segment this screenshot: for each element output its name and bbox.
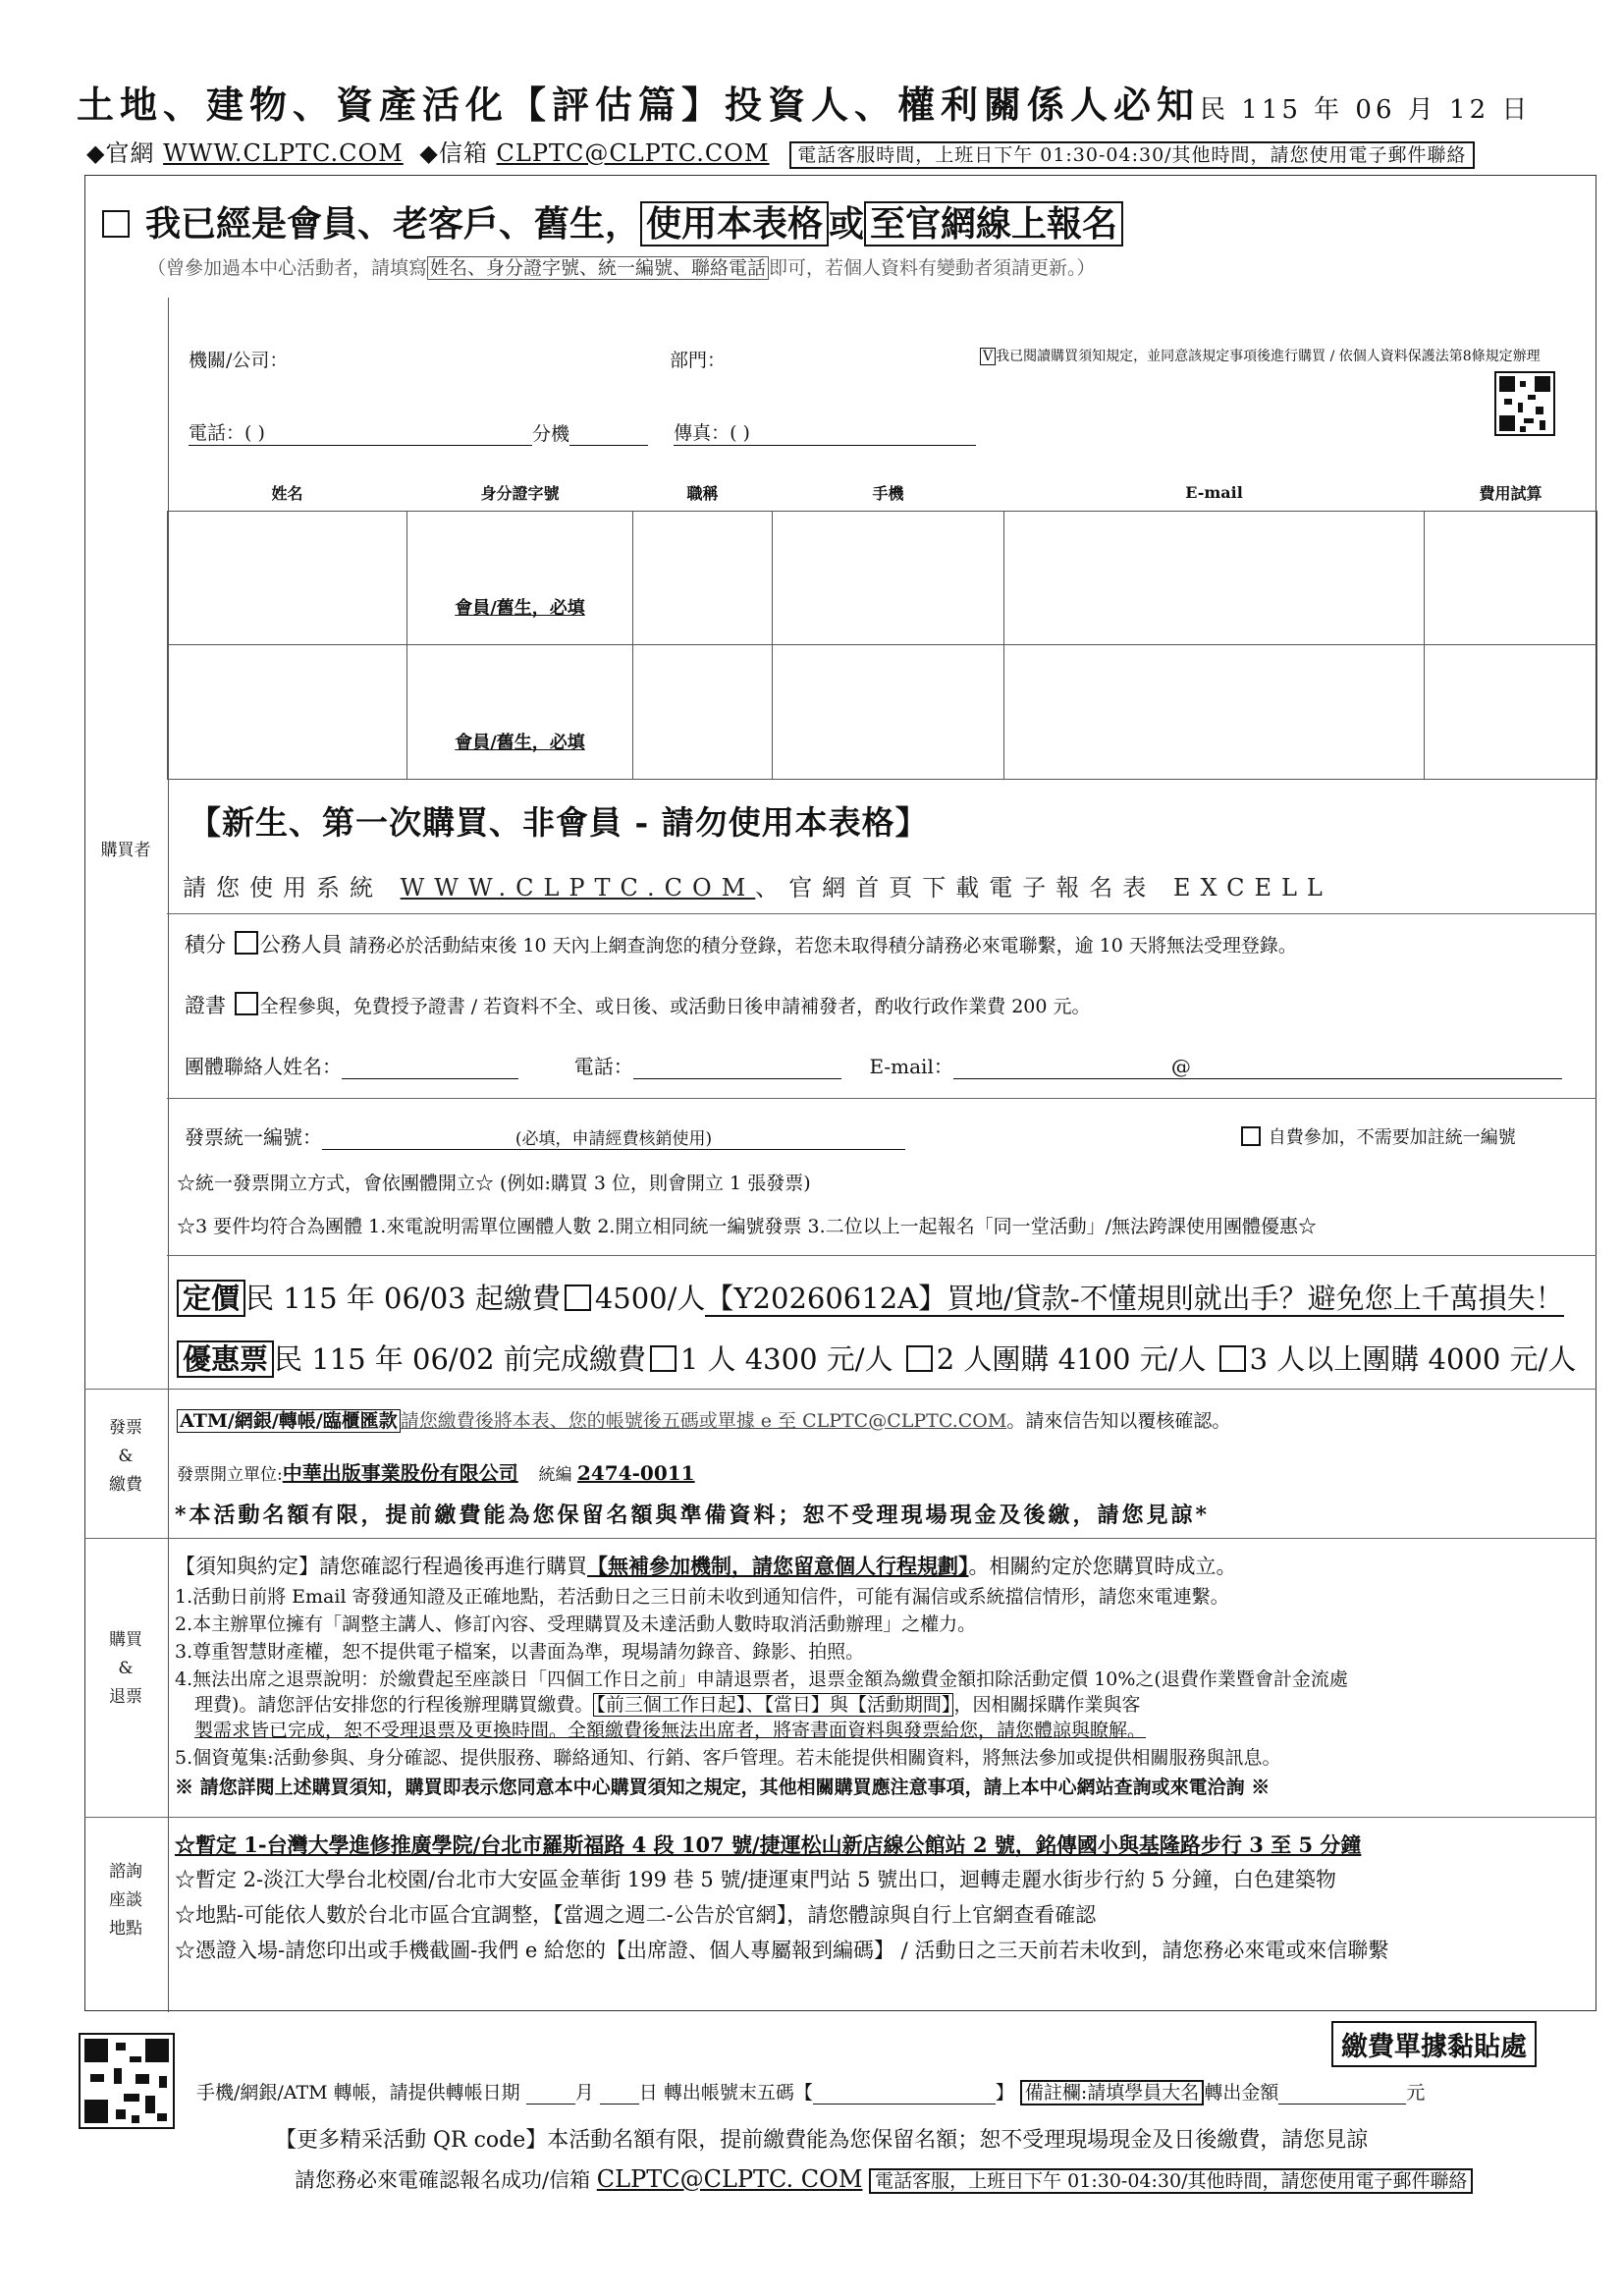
id-cell[interactable] bbox=[407, 645, 633, 780]
phone-field[interactable] bbox=[189, 418, 532, 446]
account-label: 轉出帳號末五碼【 bbox=[663, 2082, 813, 2104]
table-row bbox=[168, 511, 1597, 645]
email-at: @ bbox=[1170, 1055, 1191, 1078]
promo-opt3: 3 人以上團購 4000 元/人 bbox=[1249, 1342, 1577, 1376]
location-4: ☆憑證入場-請您印出或手機截圖-我們 e 給您的【出席證、個人專屬報到編碼】 / 活動日之三天前若未收到，請您務必來電或來信聯繫 bbox=[175, 1939, 1389, 1962]
notice-4e bbox=[194, 1719, 1146, 1743]
issuer-name: 中華出版事業股份有限公司 bbox=[282, 1461, 518, 1485]
transfer-day-field[interactable] bbox=[600, 2104, 639, 2105]
confirm-line bbox=[295, 2164, 1473, 2194]
transfer-date-label: 手機/網銀/ATM 轉帳，請提供轉帳日期 bbox=[196, 2082, 520, 2104]
payment-line bbox=[177, 1406, 1230, 1433]
more-events: 【更多精采活動 QR code】本活動名額有限，提前繳費能為您保留名額；恕不受理現場現金及日後繳費，請您見諒 bbox=[275, 2128, 1369, 2153]
table-row bbox=[168, 645, 1597, 780]
phone-row bbox=[189, 418, 976, 446]
amount-label: 轉出金額 bbox=[1204, 2082, 1279, 2104]
notice-3: 3.尊重智慧財產權，恕不提供電子檔案，以書面為準，現場請勿錄音、錄影、拍照。 bbox=[175, 1641, 865, 1663]
col-name: 姓名 bbox=[168, 475, 407, 511]
payment-limit: *本活動名額有限，提前繳費能為您保留名額與準備資料；恕不受理現場現金及後繳，請您見諒* bbox=[175, 1503, 1211, 1528]
tax-id: 2474-0011 bbox=[576, 1461, 695, 1485]
notice-6: ※ 請您詳閱上述購買須知，購買即表示您同意本中心購買須知之規定，其他相關購買應注意事項，請上本中心網站查詢或來電洽詢 ※ bbox=[175, 1777, 1271, 1798]
cert-checkbox[interactable] bbox=[235, 992, 258, 1015]
course-code: 【Y20260612A】 bbox=[705, 1282, 947, 1315]
contact-line bbox=[86, 134, 1475, 168]
group-contact-field[interactable] bbox=[342, 1078, 518, 1079]
invoice-line bbox=[185, 1121, 905, 1150]
agree-statement bbox=[980, 346, 1541, 365]
group-phone-label: 電話： bbox=[573, 1055, 633, 1078]
name-cell[interactable] bbox=[168, 645, 407, 780]
side-location-3: 地點 bbox=[109, 1918, 142, 1939]
confirm-mail[interactable]: CLPTC@CLPTC. COM bbox=[596, 2165, 863, 2193]
fee-cell[interactable] bbox=[1425, 511, 1597, 645]
divider bbox=[167, 1255, 1596, 1256]
payment-confirm: 。請來信告知以覆核確認。 bbox=[1006, 1410, 1231, 1432]
member-online: 至官網線上報名 bbox=[864, 201, 1123, 246]
col-fee: 費用試算 bbox=[1425, 475, 1597, 511]
list-price-label: 定價 bbox=[177, 1280, 245, 1317]
list-price-value: 4500/人 bbox=[594, 1282, 706, 1315]
id-cell[interactable] bbox=[407, 511, 633, 645]
side-invoice-1: 發票 bbox=[109, 1418, 142, 1438]
note-fields: 姓名、身分證字號、統一編號、聯絡電話 bbox=[427, 256, 769, 280]
list-price-text: 民 115 年 06/03 起繳費 bbox=[245, 1282, 561, 1315]
col-title: 職稱 bbox=[633, 475, 773, 511]
remark-box: 備註欄:請填學員大名 bbox=[1020, 2080, 1204, 2105]
amount-field[interactable] bbox=[1278, 2104, 1406, 2105]
issuer-label: 發票開立單位: bbox=[177, 1465, 283, 1485]
cert-line bbox=[185, 990, 1091, 1019]
notice-4d: ，因相關採購作業與客 bbox=[953, 1694, 1141, 1716]
invoice-label: 發票統一編號： bbox=[185, 1125, 322, 1149]
divider bbox=[84, 1817, 1596, 1818]
promo-price-label: 優惠票 bbox=[177, 1340, 274, 1378]
transfer-line bbox=[196, 2078, 1425, 2105]
invoice-rule-2: ☆3 要件均符合為團體 1.來電說明需單位團體人數 2.開立相同統一編號發票 3.二位以上一起報名「同一堂活動」/無法跨課使用團體優惠☆ bbox=[177, 1216, 1318, 1237]
fax-label: 傳真：( ) bbox=[674, 422, 750, 444]
notice-head bbox=[175, 1554, 1237, 1579]
invoice-rule-1: ☆統一發票開立方式，會依團體開立☆ (例如:購買 3 位，則會開立 1 張發票) bbox=[177, 1173, 811, 1194]
sys-text-b: 、官網首頁下載電子報名表 EXCELL bbox=[755, 874, 1332, 902]
sys-link[interactable]: WWW.CLPTC.COM bbox=[400, 874, 756, 902]
promo-opt2: 2 人團購 4100 元/人 bbox=[936, 1342, 1207, 1376]
col-mobile: 手機 bbox=[773, 475, 1004, 511]
title-date: 民 115 年 06 月 12 日 bbox=[1200, 95, 1532, 125]
list-price-checkbox[interactable] bbox=[565, 1285, 591, 1311]
side-location-2: 座談 bbox=[109, 1889, 142, 1910]
credit-label: 積分 bbox=[185, 933, 226, 957]
location-1 bbox=[175, 1829, 1361, 1862]
promo-price-line bbox=[177, 1338, 1576, 1378]
dept-label: 部門： bbox=[670, 350, 727, 371]
notice-1: 1.活動日前將 Email 寄發通知證及正確地點，若活動日之三日前未收到通知信件，可能有漏信或系統擋信情形，請您來電連繫。 bbox=[175, 1586, 1229, 1608]
company-label: 機關/公司： bbox=[189, 350, 289, 371]
member-heading bbox=[102, 196, 1123, 246]
yuan-label: 元 bbox=[1406, 2082, 1426, 2104]
location-1-text: ☆暫定 1-台灣大學進修推廣學院/台北市羅斯福路 4 段 107 號/捷運松山新店線公館站 2 號，銘傳國小與基隆路步行 3 至 5 分鐘 bbox=[175, 1832, 1362, 1857]
notice-4e-text: 製需求皆已完成，恕不受理退票及更換時間。全額繳費後無法出席者，將寄書面資料與發票給您，請您體諒與瞭解。 bbox=[194, 1720, 1147, 1741]
cert-label: 證書 bbox=[185, 994, 226, 1017]
table-header-row bbox=[168, 475, 1597, 511]
payment-methods: ATM/網銀/轉帳/臨櫃匯款 bbox=[177, 1409, 401, 1433]
note-c: 即可，若個人資料有變動者須請更新。） bbox=[769, 257, 1096, 279]
invoice-field[interactable] bbox=[322, 1124, 905, 1150]
page-title bbox=[77, 75, 1531, 129]
col-id: 身分證字號 bbox=[407, 475, 633, 511]
notice-5: 5.個資蒐集:活動參與、身分確認、提供服務、聯絡通知、行銷、客戶管理。若未能提供相關資料，將無法參加或提供相關服務與訊息。 bbox=[175, 1747, 1281, 1769]
service-hours: 電話客服時間，上班日下午 01:30-04:30/其他時間，請您使用電子郵件聯絡 bbox=[789, 141, 1474, 169]
side-invoice-3: 繳費 bbox=[109, 1474, 142, 1495]
email-cell[interactable] bbox=[1004, 645, 1425, 780]
title-text: 土地、建物、資產活化【評估篇】投資人、權利關係人必知 bbox=[77, 82, 1201, 127]
site-link[interactable]: WWW.CLPTC.COM bbox=[163, 139, 404, 167]
self-pay-checkbox[interactable] bbox=[1241, 1126, 1261, 1146]
ext-field[interactable] bbox=[569, 445, 648, 446]
side-refund-1: 購買 bbox=[109, 1630, 142, 1650]
credit-text: 請務必於活動結束後 10 天內上網查詢您的積分登錄，若您未取得積分請務必來電聯繫，逾 10 天將無法受理登錄。 bbox=[349, 935, 1297, 957]
must-fill-note: 會員/舊生，必填 bbox=[455, 598, 585, 620]
promo-opt2-checkbox[interactable] bbox=[906, 1345, 933, 1372]
footer-service-hours: 電話客服，上班日下午 01:30-04:30/其他時間，請您使用電子郵件聯絡 bbox=[869, 2168, 1473, 2194]
payment-instructions: 請您繳費後將本表、您的帳號後五碼或單據 e 至 CLPTC@CLPTC.COM bbox=[400, 1410, 1007, 1432]
group-contact-label: 團體聯絡人姓名： bbox=[185, 1055, 342, 1078]
invoice-required: (必填，申請經費核銷使用) bbox=[514, 1129, 713, 1149]
divider bbox=[84, 1389, 1596, 1390]
course-title: 買地/貸款-不懂規則就出手？避免您上千萬損失！ bbox=[947, 1282, 1564, 1315]
member-heading-text: 我已經是會員、老客戶、舊生， bbox=[145, 203, 641, 245]
system-line bbox=[183, 868, 1332, 902]
notice-4b-text: 理費)。請您評估安排您的行程後辦理購買繳費。 bbox=[194, 1694, 594, 1716]
credit-option: 公務人員 bbox=[259, 933, 343, 957]
member-use-form: 使用本表格 bbox=[640, 201, 829, 246]
self-pay bbox=[1239, 1123, 1516, 1149]
member-checkbox[interactable] bbox=[102, 210, 130, 238]
location-2: ☆暫定 2-淡江大學台北校園/台北市大安區金華街 199 巷 5 號/捷運東門站 5 號出口，迴轉走麗水街步行約 5 分鐘，白色建築物 bbox=[175, 1868, 1336, 1891]
group-email-field[interactable] bbox=[953, 1055, 1562, 1079]
title-cell[interactable] bbox=[633, 511, 773, 645]
promo-opt3-checkbox[interactable] bbox=[1219, 1345, 1246, 1372]
self-pay-text: 自費參加，不需要加註統一編號 bbox=[1268, 1127, 1516, 1148]
divider bbox=[167, 1098, 1596, 1099]
side-invoice-2: & bbox=[118, 1446, 134, 1466]
col-email: E-mail bbox=[1004, 475, 1425, 511]
newbuyer-heading: 【新生、第一次購買、非會員 - 請勿使用本表格】 bbox=[189, 803, 929, 842]
side-label-invoice bbox=[84, 1414, 167, 1500]
location-3: ☆地點-可能依人數於台北市區合宜調整，【當週之週二-公告於官網】，請您體諒與自行上官網查看確認 bbox=[175, 1903, 1097, 1927]
group-phone-field[interactable] bbox=[633, 1078, 841, 1079]
issuer-line bbox=[177, 1457, 695, 1486]
side-label-location bbox=[84, 1858, 167, 1943]
note-a: （曾參加過本中心活動者，請填寫 bbox=[147, 257, 428, 279]
fee-cell[interactable] bbox=[1425, 645, 1597, 780]
title-cell[interactable] bbox=[633, 645, 773, 780]
member-note bbox=[147, 253, 1096, 280]
notice-head-b: 【無補參加機制，請您留意個人行程規劃】 bbox=[587, 1554, 969, 1578]
divider bbox=[84, 1538, 1596, 1539]
qr-code-top bbox=[1494, 371, 1555, 436]
promo-price-text: 民 115 年 06/02 前完成繳費 bbox=[274, 1342, 646, 1376]
promo-opt1: 1 人 4300 元/人 bbox=[679, 1342, 893, 1376]
fax-field[interactable] bbox=[674, 418, 976, 446]
member-or: 或 bbox=[829, 203, 865, 245]
mail-link[interactable]: CLPTC@CLPTC.COM bbox=[496, 139, 770, 167]
receipt-stub-label: 繳費單據黏貼處 bbox=[1331, 2021, 1537, 2067]
notice-head-a: 【須知與約定】請您確認行程過後再進行購買 bbox=[175, 1555, 587, 1578]
account-bracket: 】 bbox=[995, 2082, 1014, 2104]
cert-text: 全程參與，免費授予證書 / 若資料不全、或日後、或活動日後申請補發者，酌收行政作業費 200 元。 bbox=[259, 996, 1091, 1017]
notice-4b bbox=[194, 1693, 1140, 1718]
qr-code-bottom bbox=[79, 2033, 175, 2129]
sys-text-a: 請您使用系統 bbox=[183, 874, 383, 902]
mobile-cell[interactable] bbox=[773, 511, 1004, 645]
divider bbox=[167, 913, 1596, 914]
buyer-table bbox=[167, 475, 1597, 780]
name-cell[interactable] bbox=[168, 511, 407, 645]
notice-4c: 【前三個工作日起】、【當日】與【活動期間】 bbox=[593, 1693, 953, 1717]
side-location-1: 諮詢 bbox=[109, 1862, 142, 1882]
credit-checkbox[interactable] bbox=[235, 931, 258, 955]
side-label-refund bbox=[84, 1626, 167, 1712]
notice-head-c: 。相關約定於您購買時成立。 bbox=[968, 1555, 1237, 1578]
day-label: 日 bbox=[638, 2082, 658, 2104]
side-refund-3: 退票 bbox=[109, 1686, 142, 1707]
credit-line bbox=[185, 929, 1297, 958]
list-price-line bbox=[177, 1277, 1564, 1317]
transfer-month-field[interactable] bbox=[526, 2104, 575, 2105]
mail-label: ◆信箱 bbox=[419, 139, 488, 167]
month-label: 月 bbox=[574, 2082, 594, 2104]
side-refund-2: & bbox=[118, 1658, 134, 1678]
agree-checkbox[interactable]: V bbox=[980, 348, 996, 365]
phone-label: 電話：( ) bbox=[189, 422, 265, 444]
agree-text: 我已閱讀購買須知規定，並同意該規定事項後進行購買 / 依個人資料保護法第8條規定辦理 bbox=[996, 349, 1541, 364]
confirm-label: 請您務必來電確認報名成功/信箱 bbox=[295, 2168, 591, 2192]
tax-id-label: 統編 bbox=[538, 1465, 572, 1485]
email-cell[interactable] bbox=[1004, 511, 1425, 645]
site-label: ◆官網 bbox=[86, 139, 155, 167]
notice-4: 4.無法出席之退票說明：於繳費起至座談日「四個工作日之前」申請退票者，退票金額為繳費金額扣除活動定價 10%之(退費作業暨會計金流處 bbox=[175, 1668, 1348, 1690]
promo-opt1-checkbox[interactable] bbox=[650, 1345, 676, 1372]
company-field[interactable] bbox=[189, 346, 288, 372]
side-label-buyer: 購買者 bbox=[100, 841, 151, 860]
group-line bbox=[185, 1051, 1562, 1079]
ext-label: 分機 bbox=[532, 423, 570, 445]
dept-field[interactable] bbox=[670, 346, 726, 372]
mobile-cell[interactable] bbox=[773, 645, 1004, 780]
notice-2: 2.本主辦單位擁有「調整主講人、修訂內容、受理購買及未達活動人數時取消活動辦理」之權力。 bbox=[175, 1613, 977, 1635]
must-fill-note: 會員/舊生，必填 bbox=[455, 733, 585, 754]
account-field[interactable] bbox=[813, 2104, 996, 2105]
group-email-label: E-mail： bbox=[869, 1055, 953, 1078]
